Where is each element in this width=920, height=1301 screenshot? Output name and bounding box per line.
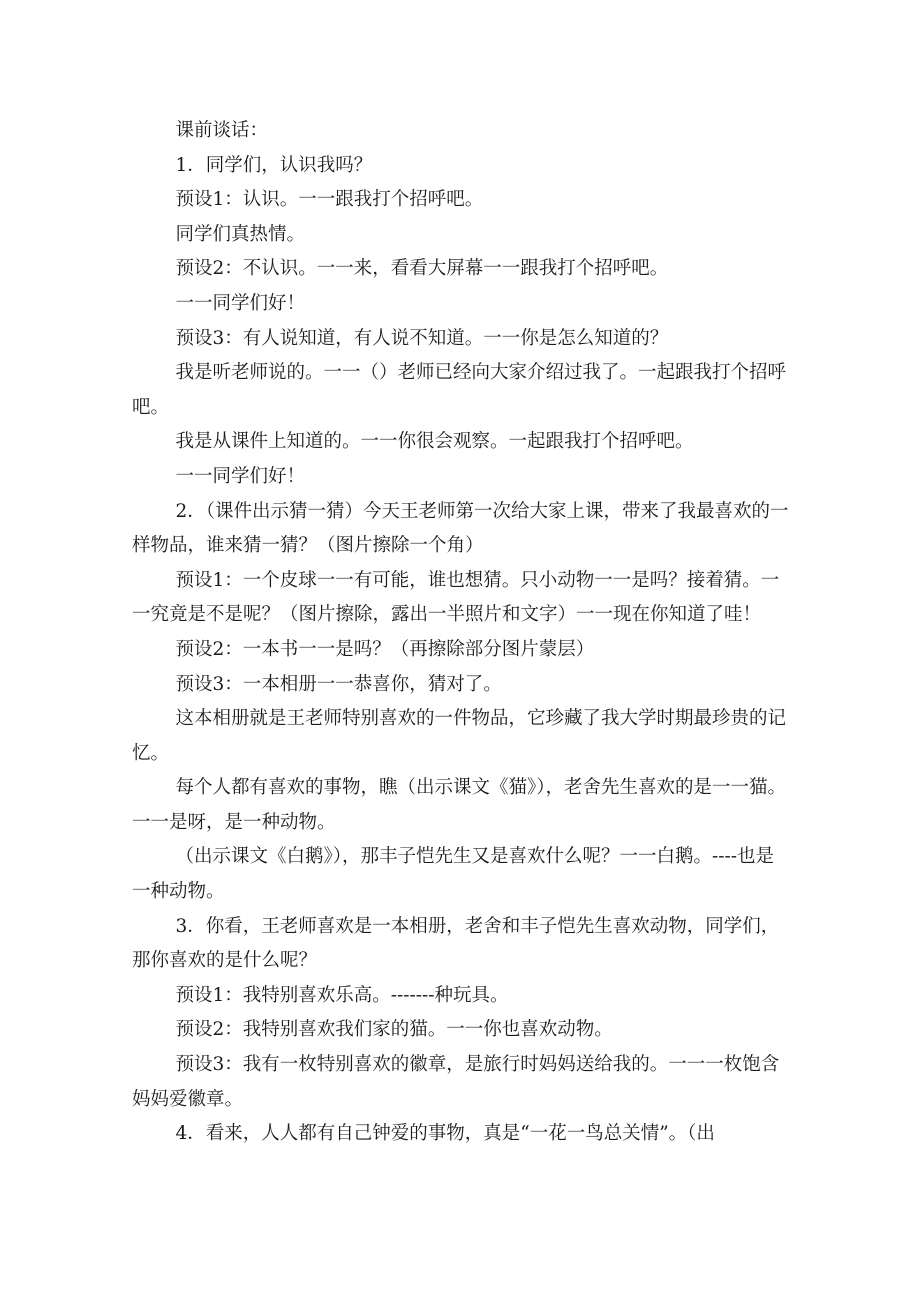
paragraph: 3．你看，王老师喜欢是一本相册，老舍和丰子恺先生喜欢动物，同学们，那你喜欢的是什么呢？ [132, 915, 780, 972]
paragraph: 我是听老师说的。一一（）老师已经向大家介绍过我了。一起跟我打个招呼吧。 [132, 362, 786, 418]
paragraph: 预设1：我特别喜欢乐高。-------种玩具。 [175, 984, 509, 1006]
paragraph-heading: 课前谈话： [175, 120, 268, 141]
paragraph: 我是从课件上知道的。一一你很会观察。一起跟我打个招呼吧。 [175, 431, 694, 453]
paragraph: 预设2：我特别喜欢我们家的猫。一一你也喜欢动物。 [175, 1019, 613, 1041]
paragraph: 预设1：认识。一一跟我打个招呼吧。 [175, 189, 484, 211]
paragraph: 一一同学们好！ [175, 465, 305, 487]
paragraph: 预设3：我有一枚特别喜欢的徽章，是旅行时妈妈送给我的。一一一枚饱含妈妈爱徽章。 [132, 1054, 780, 1110]
paragraph: 1．同学们，认识我吗？ [175, 154, 373, 176]
paragraph: 预设2：一本书一一是吗？（再擦除部分图片蒙层） [175, 638, 595, 660]
paragraph: 预设3：有人说知道，有人说不知道。一一你是怎么知道的？ [175, 327, 669, 349]
paragraph: 这本相册就是王老师特别喜欢的一件物品，它珍藏了我大学时期最珍贵的记忆。 [132, 708, 786, 764]
paragraph: 2．（课件出示猜一猜）今天王老师第一次给大家上课，带来了我最喜欢的一样物品，谁来猜一猜？（图片擦除一个角） [132, 500, 789, 557]
paragraph: 预设2：不认识。一一来，看看大屏幕一一跟我打个招呼吧。 [175, 258, 669, 280]
paragraph: 预设1：一个皮球一一有可能，谁也想猜。只小动物一一是吗？接着猜。一一究竟是不是呢？（图片擦除，露出一半照片和文字）一一现在你知道了哇！ [132, 569, 780, 626]
paragraph: 一一同学们好！ [175, 292, 305, 314]
document-body [132, 114, 792, 1152]
paragraph: 4．看来，人人都有自己钟爱的事物，真是“一花一鸟总关情”。（出 [175, 1123, 715, 1145]
paragraph: 每个人都有喜欢的事物，瞧（出示课文《猫》），老舍先生喜欢的是一一猫。一一是呀，是一种动物。 [132, 777, 786, 833]
paragraph: 预设3：一本相册一一恭喜你，猜对了。 [175, 673, 502, 695]
paragraph: （出示课文《白鹅》），那丰子恺先生又是喜欢什么呢？一一白鹅。----也是一种动物。 [132, 846, 774, 903]
paragraph: 同学们真热情。 [175, 223, 305, 245]
